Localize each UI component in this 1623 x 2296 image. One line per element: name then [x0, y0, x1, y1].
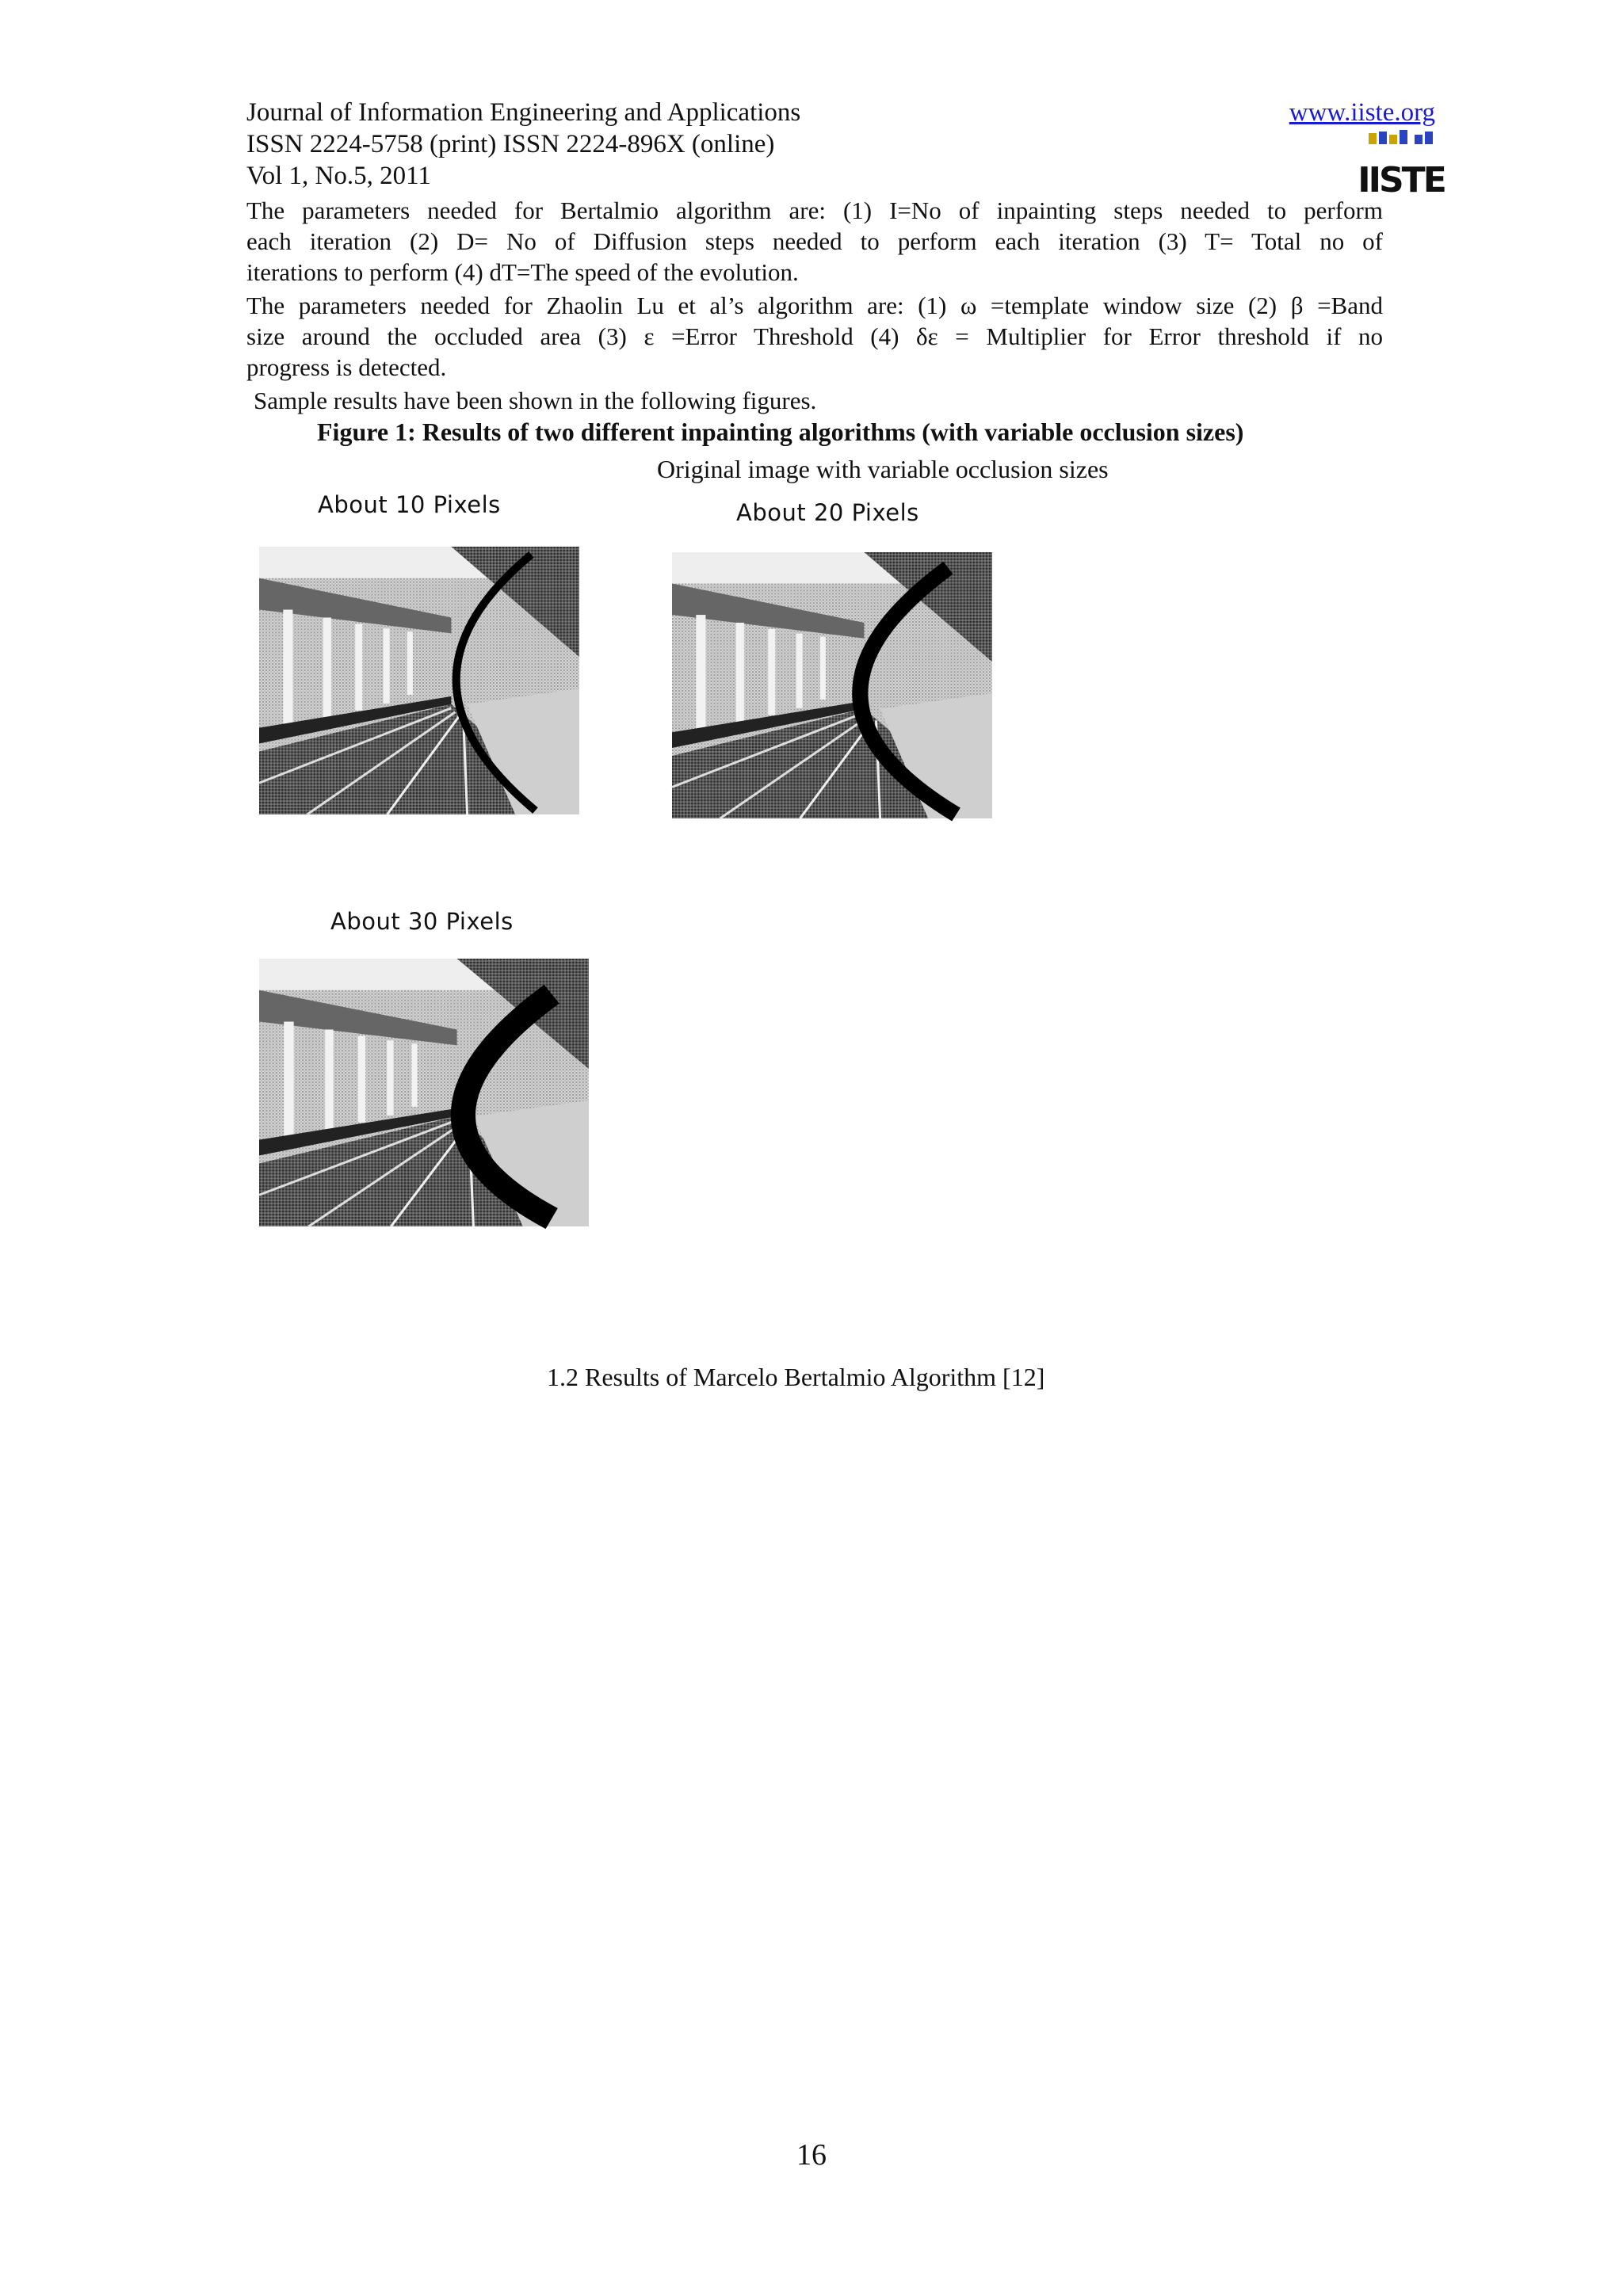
figure-subtitle: Original image with variable occlusion sizes: [657, 455, 1109, 483]
image-occlusion-20px: [672, 552, 992, 818]
paragraph-bertalmio-parameters: [246, 195, 1383, 288]
figure-title: Figure 1: Results of two different inpainting algorithms (with variable occlusion sizes): [317, 418, 1244, 446]
volume-line: Vol 1, No.5, 2011: [246, 162, 431, 190]
text-line: iterations to perform (4) dT=The speed of the evolution.: [246, 258, 799, 286]
text-line: The parameters needed for Bertalmio algorithm are: (1) I=No of inpainting steps needed to perform: [246, 196, 1383, 224]
iiste-logo: [1358, 128, 1445, 200]
image-occlusion-30px: [259, 959, 589, 1226]
text-line: each iteration (2) D= No of Diffusion steps needed to perform each iteration (3) T= Total no of: [246, 227, 1383, 255]
issn-line: ISSN 2224-5758 (print) ISSN 2224-896X (online): [246, 130, 775, 158]
text-line: The parameters needed for Zhaolin Lu et al’s algorithm are: (1) ω =template window size (2) β =Band: [246, 292, 1383, 319]
image-occlusion-10px: [259, 547, 579, 814]
page-number: 16: [796, 2138, 827, 2172]
paragraph-zhaolin-parameters: [246, 290, 1383, 383]
paragraph-sample-results: [254, 385, 1390, 416]
journal-title: Journal of Information Engineering and Applications: [246, 98, 801, 127]
section-caption: 1.2 Results of Marcelo Bertalmio Algorithm [12]: [547, 1363, 1045, 1391]
text-line: progress is detected.: [246, 353, 447, 381]
journal-website-link[interactable]: www.iiste.org: [1289, 98, 1435, 127]
text-line: Sample results have been shown in the following figures.: [254, 387, 817, 414]
text-line: size around the occluded area (3) ε =Error Threshold (4) δε = Multiplier for Error threshold if no: [246, 322, 1383, 350]
panel-label-20px: About 20 Pixels: [736, 499, 919, 526]
svg-text:IISTE: IISTE: [1358, 160, 1445, 200]
panel-label-10px: About 10 Pixels: [318, 491, 501, 518]
panel-label-30px: About 30 Pixels: [330, 908, 514, 935]
